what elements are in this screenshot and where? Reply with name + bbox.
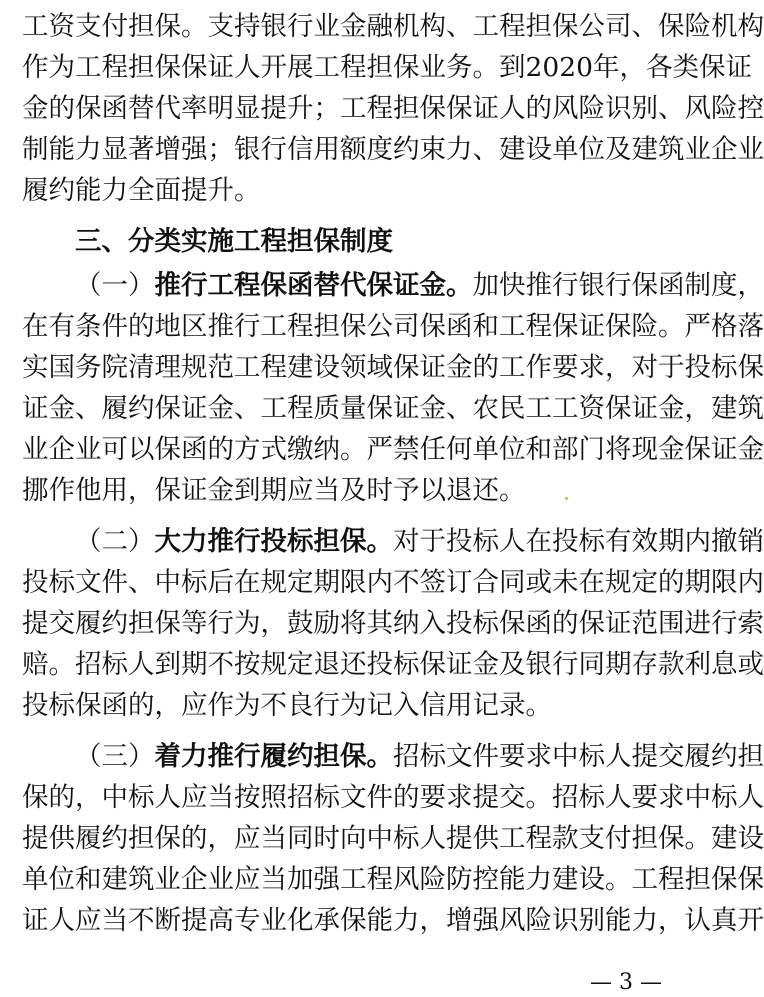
paragraph-line: 保的，中标人应当按照招标文件的要求提交。招标人要求中标人 bbox=[22, 782, 764, 813]
subsection-line: （一）推行工程保函替代保证金。加快推行银行保函制度， bbox=[75, 270, 764, 301]
paragraph-line: 工资支付担保。支持银行业金融机构、工程担保公司、保险机构 bbox=[22, 11, 764, 42]
paragraph-line: 赔。招标人到期不按规定退还投标保证金及银行同期存款利息或 bbox=[22, 649, 764, 680]
paragraph-line: 挪作他用，保证金到期应当及时予以退还。 bbox=[22, 475, 526, 506]
subsection-line: （三）着力推行履约担保。招标文件要求中标人提交履约担 bbox=[75, 741, 764, 772]
paragraph-line: 证金、履约保证金、工程质量保证金、农民工工资保证金，建筑 bbox=[22, 393, 764, 424]
paragraph-line: 制能力显著增强；银行信用额度约束力、建设单位及建筑业企业 bbox=[22, 134, 764, 165]
paragraph-line: 投标保函的，应作为不良行为记入信用记录。 bbox=[22, 690, 552, 721]
subsection-title: 大力推行投标担保。 bbox=[154, 526, 393, 557]
scan-speck bbox=[565, 497, 568, 500]
paragraph-line: 实国务院清理规范工程建设领域保证金的工作要求，对于投标保 bbox=[22, 352, 764, 383]
paragraph-line: 投标文件、中标后在规定期限内不签订合同或未在规定的期限内 bbox=[22, 567, 764, 598]
section-heading: 三、分类实施工程担保制度 bbox=[75, 226, 393, 257]
subsection-line: （二）大力推行投标担保。对于投标人在投标有效期内撤销 bbox=[75, 526, 764, 557]
paragraph-line: 证人应当不断提高专业化承保能力，增强风险识别能力，认真开 bbox=[22, 905, 764, 936]
paragraph-line: 提供履约担保的，应当同时向中标人提供工程款支付担保。建设 bbox=[22, 823, 764, 854]
paragraph-line: 履约能力全面提升。 bbox=[22, 175, 261, 206]
subsection-title: 推行工程保函替代保证金。 bbox=[154, 270, 473, 301]
paragraph-line: 单位和建筑业企业应当加强工程风险防控能力建设。工程担保保 bbox=[22, 864, 764, 895]
subsection-title: 着力推行履约担保。 bbox=[154, 741, 393, 772]
paragraph-line: 业企业可以保函的方式缴纳。严禁任何单位和部门将现金保证金 bbox=[22, 434, 764, 465]
paragraph-line: 金的保函替代率明显提升；工程担保保证人的风险识别、风险控 bbox=[22, 93, 764, 124]
paragraph-line: 提交履约担保等行为，鼓励将其纳入投标保函的保证范围进行索 bbox=[22, 608, 764, 639]
paragraph-line: 作为工程担保保证人开展工程担保业务。到2020年，各类保证 bbox=[22, 52, 752, 83]
page-number: — 3 — bbox=[590, 970, 662, 995]
subsection-number: （三） bbox=[75, 741, 155, 772]
paragraph-line: 在有条件的地区推行工程担保公司保函和工程保证保险。严格落 bbox=[22, 311, 764, 342]
subsection-number: （一） bbox=[75, 270, 155, 301]
subsection-number: （二） bbox=[75, 526, 155, 557]
